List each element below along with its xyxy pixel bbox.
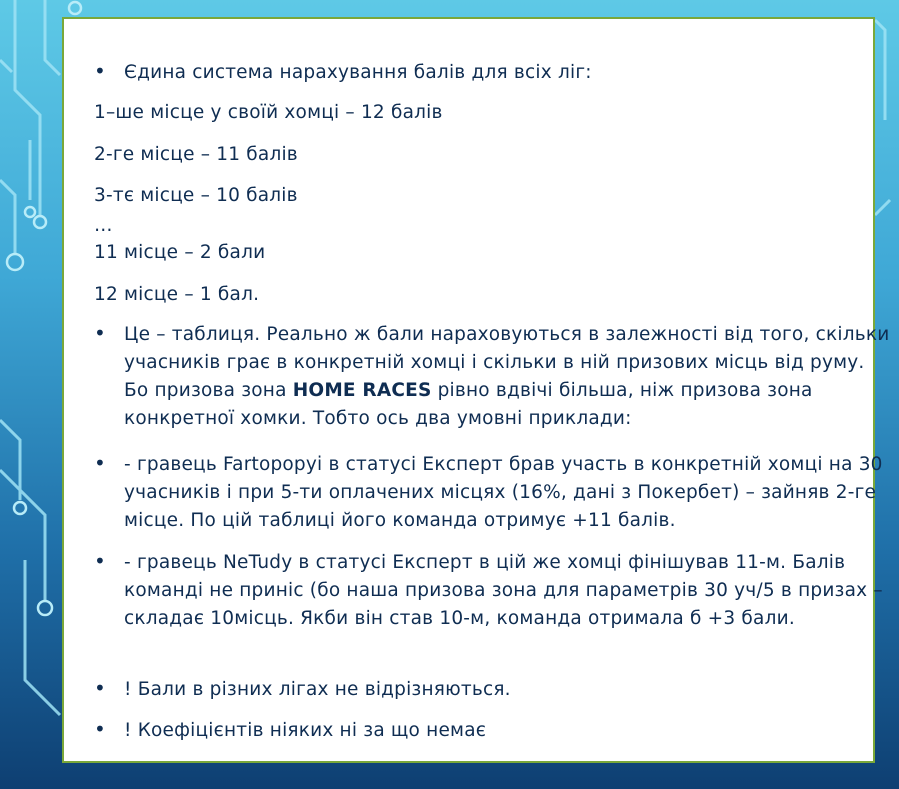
- bullet-scoring-system: [94, 59, 894, 87]
- place-11-line: 11 місце – 2 бали: [94, 242, 266, 263]
- example-2-text: - гравець NeTudy в статусі Експерт в цій же хомці фінішував 11-м. Балів команді не приніс (бо наша призова зона для параметрів 30 уч/5 в призах – складає 10місць. Якби він став 10-м, команда отримала б +3 бали.: [124, 552, 883, 629]
- ellipsis-line: …: [94, 215, 113, 236]
- table-explanation-post: рівно вдвічі більша, ніж призова зона конкретної хомки. Тобто ось два умовні приклади:: [124, 380, 813, 429]
- table-explanation-pre: Це – таблиця. Реально ж бали нараховуються в залежності від того, скільки учасників грає в конкретній хомці і скільки в ній призових місць від руму. Бо призова зона: [124, 324, 890, 401]
- bullet-table-explanation: [94, 321, 894, 433]
- slide-content-box: [62, 17, 890, 763]
- bullet-leagues-note: [94, 676, 894, 704]
- bullet-coefficients-note: [94, 717, 894, 745]
- home-races-bold: HOME RACES: [292, 380, 432, 401]
- example-1-text: - гравець Fartopopyi в статусі Експерт брав участь в конкретній хомці на 30 учасників і при 5-ти оплачених місцях (16%, дані з Покербет) – зайняв 2-ге місце. По цій таблиці його команда отримує +11 балів.: [124, 454, 883, 531]
- place-12-line: 12 місце – 1 бал.: [94, 284, 260, 305]
- coefficients-note-text: ! Коефіцієнтів ніяких ні за що немає: [124, 720, 487, 741]
- place-2-line: 2-ге місце – 11 балів: [94, 144, 298, 165]
- place-3-line: 3-тє місце – 10 балів: [94, 185, 298, 206]
- place-1-line: 1–ше місце у своїй хомці – 12 балів: [94, 102, 443, 123]
- bullet-example-1: [94, 451, 894, 535]
- bullet-example-2: [94, 549, 894, 633]
- bullet-scoring-system-text: Єдина система нарахування балів для всіх ліг:: [124, 62, 592, 83]
- leagues-note-text: ! Бали в різних лігах не відрізняються.: [124, 679, 511, 700]
